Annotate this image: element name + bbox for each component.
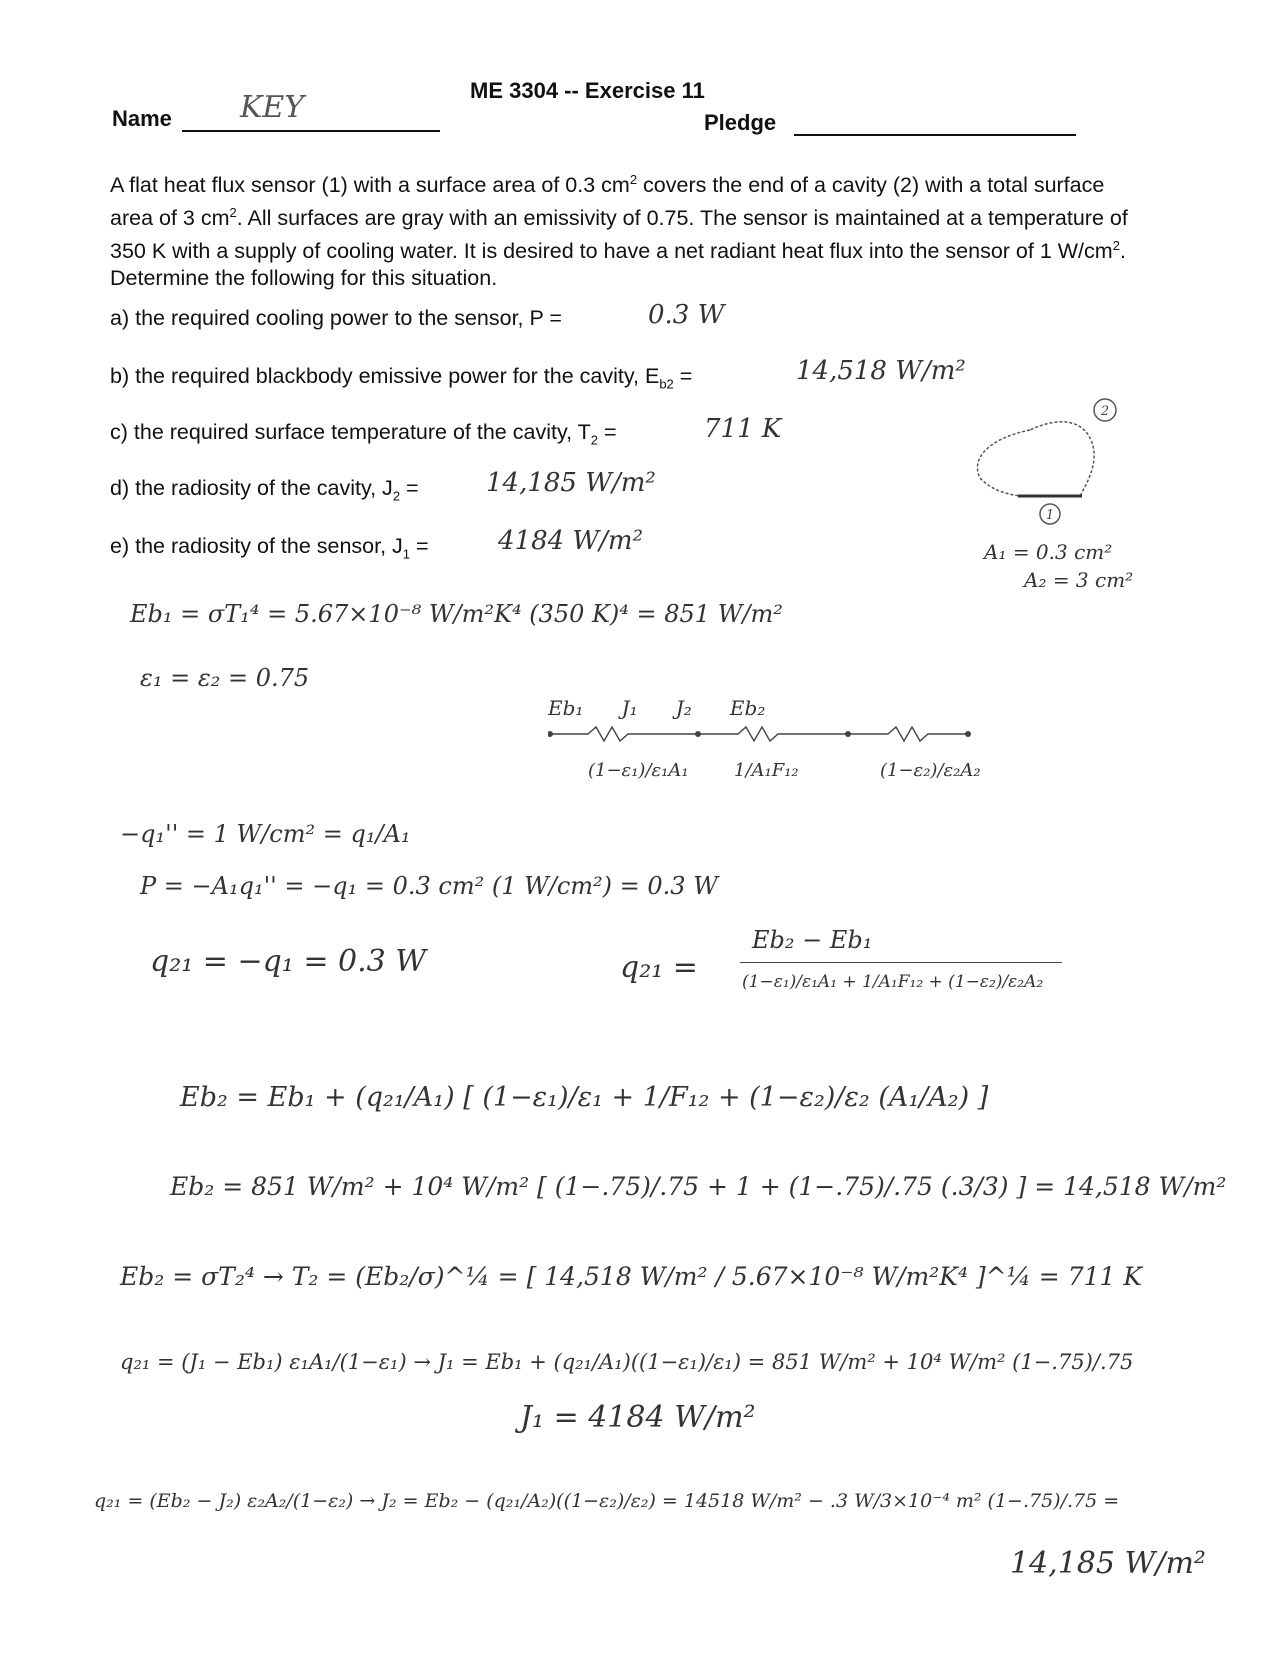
work-eb1: Eb₁ = σT₁⁴ = 5.67×10⁻⁸ W/m²K⁴ (350 K)⁴ = 851 W/m² (130, 600, 783, 628)
work-q21: q₂₁ = −q₁ = 0.3 W (150, 944, 427, 979)
question-b: b) the required blackbody emissive power for the cavity, $E_{b2}$ = (110, 364, 693, 392)
question-a: a) the required cooling power to the sensor, P = (110, 306, 562, 330)
area-1: A₁ = 0.3 cm² (984, 540, 1113, 564)
question-c: c) the required surface temperature of the cavity, $T_2$ = (110, 420, 617, 448)
name-line (182, 130, 440, 132)
work-flux: −q₁'' = 1 W/cm² = q₁/A₁ (120, 820, 411, 848)
q21-denominator: (1−ε₁)/ε₁A₁ + 1/A₁F₁₂ + (1−ε₂)/ε₂A₂ (742, 972, 1044, 992)
pledge-line (794, 134, 1076, 136)
work-j1-formula: q₂₁ = (J₁ − Eb₁) ε₁A₁/(1−ε₁) → J₁ = Eb₁ + (q₂₁/A₁)((1−ε₁)/ε₁) = 851 W/m² + 10⁴ W/m² (1−.75)/.75 (120, 1350, 1134, 1374)
work-j2-formula: q₂₁ = (Eb₂ − J₂) ε₂A₂/(1−ε₂) → J₂ = Eb₂ − (q₂₁/A₂)((1−ε₂)/ε₂) = 14518 W/m² − .3 W/3×10⁻⁴ m² (1−.75)/.75 = (94, 1490, 1120, 1512)
problem-statement: A flat heat flux sensor (1) with a surface area of 0.3 $cm^2$ covers the end of a cavity (2) with a total surface area of 3 $cm^2$. All surfaces are gray with an emissivity of 0.75. The sensor is maintained at a temperature of 350 K with a supply of cooling water. It is desired to have a net radiant heat flux into the sensor of 1 $W/cm^2$. Determine the following for this situation. (110, 172, 1128, 291)
answer-e: 4184 W/m² (498, 526, 643, 556)
sensor-number: 1 (1045, 508, 1055, 523)
work-j2-value: 14,185 W/m² (1010, 1546, 1206, 1581)
network-line (548, 724, 1018, 744)
cavity-sketch (960, 388, 1200, 528)
answer-a: 0.3 W (648, 300, 725, 330)
q21-fraction-bar (740, 962, 1062, 963)
question-d: d) the radiosity of the cavity, $J_2$ = (110, 476, 419, 504)
cavity-outline (977, 422, 1094, 496)
work-t2: Eb₂ = σT₂⁴ → T₂ = (Eb₂/σ)^¼ = [ 14,518 W/m² / 5.67×10⁻⁸ W/m²K⁴ ]^¼ = 711 K (120, 1262, 1143, 1291)
pledge-label: Pledge (704, 110, 777, 135)
exercise-title: ME 3304 -- Exercise 11 (470, 78, 705, 103)
network-nodes: Eb₁ J₁ J₂ Eb₂ (548, 696, 766, 720)
work-j1-value: J₁ = 4184 W/m² (520, 1400, 756, 1435)
q21-lhs: q₂₁ = (620, 950, 698, 985)
cavity-number: 2 (1100, 404, 1110, 419)
work-emissivity: ε₁ = ε₂ = 0.75 (140, 664, 310, 692)
resistance-2: 1/A₁F₁₂ (734, 760, 799, 781)
name-value: KEY (240, 90, 305, 125)
resistance-1: (1−ε₁)/ε₁A₁ (588, 760, 689, 781)
answer-b: 14,518 W/m² (796, 356, 966, 386)
name-label: Name (112, 106, 172, 131)
resistance-3: (1−ε₂)/ε₂A₂ (880, 760, 981, 781)
work-eb2-formula: Eb₂ = Eb₁ + (q₂₁/A₁) [ (1−ε₁)/ε₁ + 1/F₁₂ + (1−ε₂)/ε₂ (A₁/A₂) ] (180, 1082, 989, 1113)
q21-numerator: Eb₂ − Eb₁ (752, 926, 873, 954)
work-power: P = −A₁q₁'' = −q₁ = 0.3 cm² (1 W/cm²) = 0.3 W (140, 872, 718, 900)
answer-c: 711 K (704, 414, 782, 444)
work-eb2-value: Eb₂ = 851 W/m² + 10⁴ W/m² [ (1−.75)/.75 + 1 + (1−.75)/.75 (.3/3) ] = 14,518 W/m² (170, 1172, 1227, 1201)
question-e: e) the radiosity of the sensor, $J_1$ = (110, 534, 429, 562)
answer-d: 14,185 W/m² (486, 468, 656, 498)
area-2: A₂ = 3 cm² (1024, 568, 1134, 592)
